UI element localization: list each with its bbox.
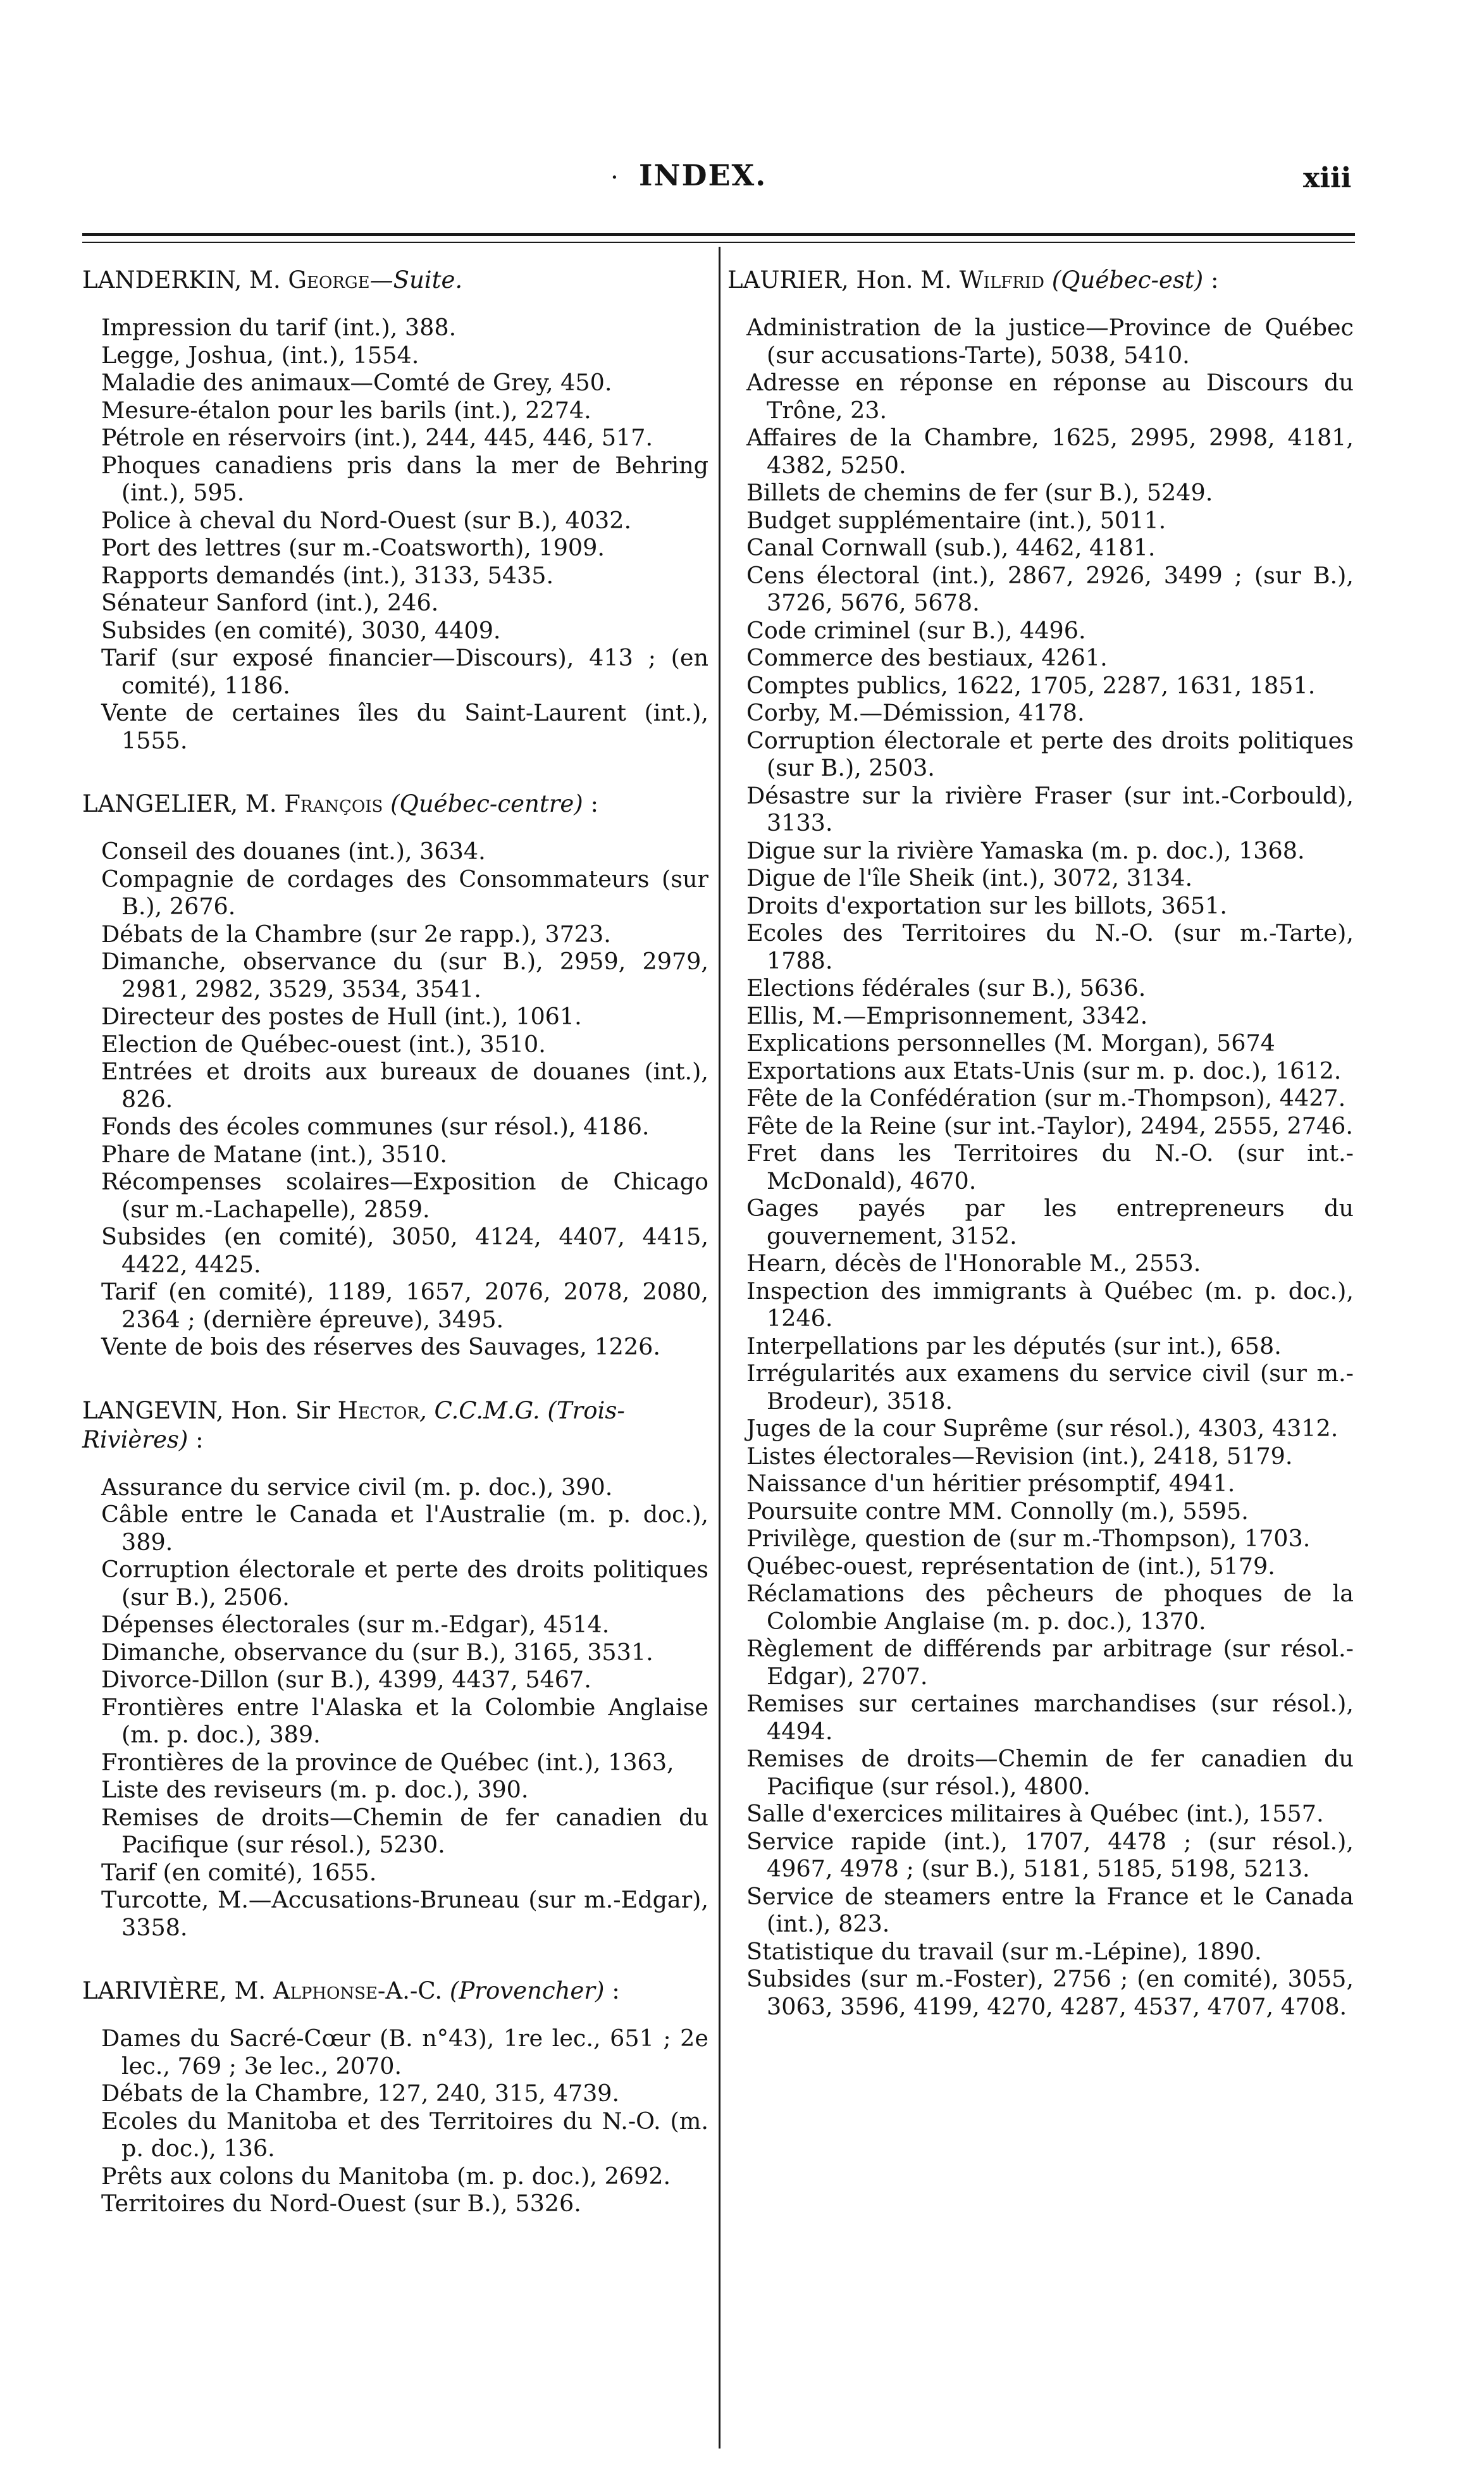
index-entry: Débats de la Chambre (sur 2e rapp.), 3723. bbox=[101, 920, 611, 948]
index-entry: Port des lettres (sur m.-Coatsworth), 1909. bbox=[101, 534, 605, 561]
header-dot: . bbox=[610, 156, 619, 185]
page-header bbox=[0, 0, 1484, 202]
index-entry: Dépenses électorales (sur m.-Edgar), 4514. bbox=[101, 1611, 610, 1638]
index-entry: Frontières de la province de Québec (int.), 1363, bbox=[101, 1748, 674, 1776]
index-entry: Poursuite contre MM. Connolly (m.), 5595. bbox=[746, 1497, 1249, 1525]
index-entry: Compagnie de cordages des Consommateurs (sur B.), 2676. bbox=[101, 865, 708, 920]
entry-list bbox=[82, 838, 708, 1361]
index-entry: Interpellations par les députés (sur int.), 658. bbox=[746, 1332, 1282, 1360]
heading-riding: , C.C.M.G. (Trois-Rivières) bbox=[82, 1396, 625, 1453]
heading-surname: LAURIER bbox=[727, 266, 841, 294]
section-heading bbox=[82, 1396, 708, 1455]
heading-tail: : bbox=[583, 790, 598, 817]
index-entry: Gages payés par les entrepreneurs du gouvernement, 3152. bbox=[746, 1195, 1354, 1250]
heading-title: , M. bbox=[234, 266, 288, 294]
index-entry: Remises sur certaines marchandises (sur résol.), 4494. bbox=[746, 1690, 1354, 1745]
index-entry: Tarif (en comité), 1189, 1657, 2076, 2078, 2080, 2364 ; (dernière épreuve), 3495. bbox=[101, 1278, 708, 1333]
header-rule-thick bbox=[82, 233, 1355, 236]
entry-list bbox=[727, 314, 1354, 2020]
index-entry: Maladie des animaux—Comté de Grey, 450. bbox=[101, 369, 612, 396]
heading-given-name: Alphonse-A.-C. bbox=[273, 1977, 443, 2004]
index-entry: Service rapide (int.), 1707, 4478 ; (sur résol.), 4967, 4978 ; (sur B.), 5181, 5185, 5198, 5213. bbox=[746, 1827, 1354, 1882]
index-entry: Mesure-étalon pour les barils (int.), 2274. bbox=[101, 396, 591, 424]
heading-given-name: Hector bbox=[337, 1396, 419, 1424]
header-rule-thin bbox=[82, 242, 1355, 243]
index-entry: Canal Cornwall (sub.), 4462, 4181. bbox=[746, 534, 1156, 561]
heading-riding: (Québec-centre) bbox=[383, 790, 583, 817]
index-entry: Tarif (en comité), 1655. bbox=[101, 1858, 377, 1886]
heading-title: , Hon. M. bbox=[841, 266, 960, 294]
index-entry: Règlement de différends par arbitrage (sur résol.-Edgar), 2707. bbox=[746, 1635, 1354, 1690]
index-entry: Phoques canadiens pris dans la mer de Behring (int.), 595. bbox=[101, 451, 708, 506]
index-entry: Legge, Joshua, (int.), 1554. bbox=[101, 341, 419, 369]
heading-title: , M. bbox=[230, 790, 285, 817]
index-entry: Vente de bois des réserves des Sauvages, 1226. bbox=[101, 1333, 660, 1360]
index-entry: Subsides (en comité), 3030, 4409. bbox=[101, 616, 501, 644]
index-entry: Québec-ouest, représentation de (int.), 5179. bbox=[746, 1552, 1275, 1580]
index-entry: Budget supplémentaire (int.), 5011. bbox=[746, 506, 1166, 534]
index-entry: Service de steamers entre la France et le Canada (int.), 823. bbox=[746, 1882, 1354, 1937]
index-entry: Pétrole en réservoirs (int.), 244, 445, 446, 517. bbox=[101, 424, 653, 451]
index-entry: Adresse en réponse en réponse au Discours du Trône, 23. bbox=[746, 369, 1354, 424]
index-entry: Corruption électorale et perte des droits politiques (sur B.), 2506. bbox=[101, 1556, 708, 1611]
index-entry: Billets de chemins de fer (sur B.), 5249. bbox=[746, 479, 1213, 506]
index-section bbox=[82, 1396, 708, 1942]
index-entry: Naissance d'un héritier présomptif, 4941. bbox=[746, 1470, 1235, 1497]
index-entry: Salle d'exercices militaires à Québec (int.), 1557. bbox=[746, 1800, 1324, 1827]
index-entry: Digue sur la rivière Yamaska (m. p. doc.), 1368. bbox=[746, 836, 1305, 864]
heading-tail: : bbox=[1203, 266, 1219, 294]
index-entry: Fête de la Confédération (sur m.-Thompson), 4427. bbox=[746, 1084, 1346, 1112]
index-entry: Réclamations des pêcheurs de phoques de la Colombie Anglaise (m. p. doc.), 1370. bbox=[746, 1580, 1354, 1635]
index-entry: Corby, M.—Démission, 4178. bbox=[746, 699, 1085, 726]
index-entry: Ellis, M.—Emprisonnement, 3342. bbox=[746, 1002, 1148, 1029]
index-entry: Statistique du travail (sur m.-Lépine), 1890. bbox=[746, 1937, 1262, 1965]
index-entry: Prêts aux colons du Manitoba (m. p. doc.), 2692. bbox=[101, 2162, 671, 2190]
heading-surname: LANGEVIN bbox=[82, 1396, 216, 1424]
index-entry: Rapports demandés (int.), 3133, 5435. bbox=[101, 561, 554, 589]
index-entry: Subsides (sur m.-Foster), 2756 ; (en comité), 3055, 3063, 3596, 4199, 4270, 4287, 4537, 4707, 4708. bbox=[746, 1965, 1354, 2020]
index-entry: Ecoles des Territoires du N.-O. (sur m.-Tarte), 1788. bbox=[746, 919, 1354, 974]
index-entry: Remises de droits—Chemin de fer canadien du Pacifique (sur résol.), 4800. bbox=[746, 1745, 1354, 1800]
index-entry: Divorce-Dillon (sur B.), 4399, 4437, 5467. bbox=[101, 1666, 591, 1693]
index-entry: Liste des reviseurs (m. p. doc.), 390. bbox=[101, 1776, 529, 1803]
index-entry: Droits d'exportation sur les billots, 3651. bbox=[746, 891, 1227, 919]
index-entry: Elections fédérales (sur B.), 5636. bbox=[746, 974, 1146, 1002]
heading-title: , Hon. Sir bbox=[216, 1396, 338, 1424]
index-entry: Hearn, décès de l'Honorable M., 2553. bbox=[746, 1250, 1201, 1277]
index-section bbox=[82, 266, 708, 754]
index-entry: Code criminel (sur B.), 4496. bbox=[746, 616, 1086, 644]
index-entry: Directeur des postes de Hull (int.), 1061. bbox=[101, 1003, 582, 1030]
index-entry: Sénateur Sanford (int.), 246. bbox=[101, 589, 439, 616]
index-entry: Territoires du Nord-Ouest (sur B.), 5326. bbox=[101, 2190, 581, 2217]
index-section bbox=[82, 1977, 708, 2218]
entry-list bbox=[82, 314, 708, 754]
index-entry: Entrées et droits aux bureaux de douanes (int.), 826. bbox=[101, 1058, 708, 1113]
index-entry: Assurance du service civil (m. p. doc.), 390. bbox=[101, 1473, 613, 1501]
index-entry: Juges de la cour Suprême (sur résol.), 4303, 4312. bbox=[746, 1415, 1339, 1442]
index-entry: Explications personnelles (M. Morgan), 5674 bbox=[746, 1029, 1275, 1057]
index-entry: Fête de la Reine (sur int.-Taylor), 2494, 2555, 2746. bbox=[746, 1112, 1353, 1139]
index-entry: Ecoles du Manitoba et des Territoires du N.-O. (m. p. doc.), 136. bbox=[101, 2107, 708, 2162]
left-column bbox=[82, 266, 708, 2253]
heading-riding: —Suite. bbox=[369, 266, 463, 294]
entry-list bbox=[82, 1474, 708, 1942]
index-entry: Digue de l'île Sheik (int.), 3072, 3134. bbox=[746, 864, 1193, 891]
section-heading bbox=[82, 266, 708, 295]
heading-given-name: Wilfrid bbox=[959, 266, 1044, 294]
heading-tail: : bbox=[604, 1977, 620, 2004]
index-entry: Irrégularités aux examens du service civil (sur m.-Brodeur), 3518. bbox=[746, 1360, 1354, 1415]
index-entry: Administration de la justice—Province de Québec (sur accusations-Tarte), 5038, 5410. bbox=[746, 314, 1354, 369]
index-entry: Dimanche, observance du (sur B.), 3165, 3531. bbox=[101, 1638, 653, 1666]
index-entry: Désastre sur la rivière Fraser (sur int.-Corbould), 3133. bbox=[746, 781, 1354, 836]
right-column bbox=[727, 266, 1354, 2056]
index-entry: Dames du Sacré-Cœur (B. n°43), 1re lec., 651 ; 2e lec., 769 ; 3e lec., 2070. bbox=[101, 2025, 708, 2080]
index-entry: Cens électoral (int.), 2867, 2926, 3499 ; (sur B.), 3726, 5676, 5678. bbox=[746, 561, 1354, 616]
section-heading bbox=[82, 1977, 708, 2006]
index-entry: Subsides (en comité), 3050, 4124, 4407, 4415, 4422, 4425. bbox=[101, 1223, 708, 1278]
index-entry: Exportations aux Etats-Unis (sur m. p. doc.), 1612. bbox=[746, 1057, 1342, 1084]
index-entry: Remises de droits—Chemin de fer canadien du Pacifique (sur résol.), 5230. bbox=[101, 1803, 708, 1858]
index-entry: Turcotte, M.—Accusations-Bruneau (sur m.-Edgar), 3358. bbox=[101, 1886, 708, 1941]
index-entry: Récompenses scolaires—Exposition de Chicago (sur m.-Lachapelle), 2859. bbox=[101, 1168, 708, 1223]
index-entry: Conseil des douanes (int.), 3634. bbox=[101, 838, 486, 865]
heading-riding: (Québec-est) bbox=[1044, 266, 1204, 294]
page-title: INDEX. bbox=[639, 158, 767, 192]
index-entry: Listes électorales—Revision (int.), 2418, 5179. bbox=[746, 1442, 1293, 1470]
index-entry: Dimanche, observance du (sur B.), 2959, 2979, 2981, 2982, 3529, 3534, 3541. bbox=[101, 948, 708, 1003]
index-entry: Câble entre le Canada et l'Australie (m. p. doc.), 389. bbox=[101, 1501, 708, 1556]
index-entry: Vente de certaines îles du Saint-Laurent (int.), 1555. bbox=[101, 699, 708, 754]
index-section bbox=[82, 790, 708, 1361]
index-section bbox=[727, 266, 1354, 2020]
entry-list bbox=[82, 2025, 708, 2218]
heading-surname: LARIVIÈRE bbox=[82, 1977, 220, 2004]
heading-given-name: François bbox=[284, 790, 383, 817]
index-entry: Affaires de la Chambre, 1625, 2995, 2998, 4181, 4382, 5250. bbox=[746, 424, 1354, 479]
heading-title: , M. bbox=[219, 1977, 273, 2004]
section-heading bbox=[82, 790, 708, 819]
index-entry: Police à cheval du Nord-Ouest (sur B.), 4032. bbox=[101, 506, 632, 534]
heading-tail: : bbox=[188, 1425, 204, 1453]
heading-surname: LANDERKIN bbox=[82, 266, 235, 294]
index-entry: Corruption électorale et perte des droits politiques (sur B.), 2503. bbox=[746, 726, 1354, 781]
heading-surname: LANGELIER bbox=[82, 790, 231, 817]
heading-riding: (Provencher) bbox=[442, 1977, 605, 2004]
index-entry: Election de Québec-ouest (int.), 3510. bbox=[101, 1030, 546, 1058]
index-entry: Privilège, question de (sur m.-Thompson), 1703. bbox=[746, 1525, 1311, 1552]
index-entry: Commerce des bestiaux, 4261. bbox=[746, 644, 1108, 671]
index-entry: Fonds des écoles communes (sur résol.), 4186. bbox=[101, 1113, 650, 1140]
index-entry: Débats de la Chambre, 127, 240, 315, 4739. bbox=[101, 2080, 620, 2107]
index-entry: Inspection des immigrants à Québec (m. p. doc.), 1246. bbox=[746, 1277, 1354, 1332]
index-entry: Phare de Matane (int.), 3510. bbox=[101, 1140, 447, 1168]
index-entry: Impression du tarif (int.), 388. bbox=[101, 314, 457, 341]
index-entry: Fret dans les Territoires du N.-O. (sur int.-McDonald), 4670. bbox=[746, 1139, 1354, 1195]
column-divider bbox=[719, 247, 720, 2449]
heading-given-name: George bbox=[288, 266, 370, 294]
index-entry: Frontières entre l'Alaska et la Colombie Anglaise (m. p. doc.), 389. bbox=[101, 1693, 708, 1748]
section-heading bbox=[727, 266, 1354, 295]
index-entry: Comptes publics, 1622, 1705, 2287, 1631, 1851. bbox=[746, 671, 1316, 699]
index-entry: Tarif (sur exposé financier—Discours), 413 ; (en comité), 1186. bbox=[101, 644, 708, 699]
page-number: xiii bbox=[1303, 162, 1352, 194]
